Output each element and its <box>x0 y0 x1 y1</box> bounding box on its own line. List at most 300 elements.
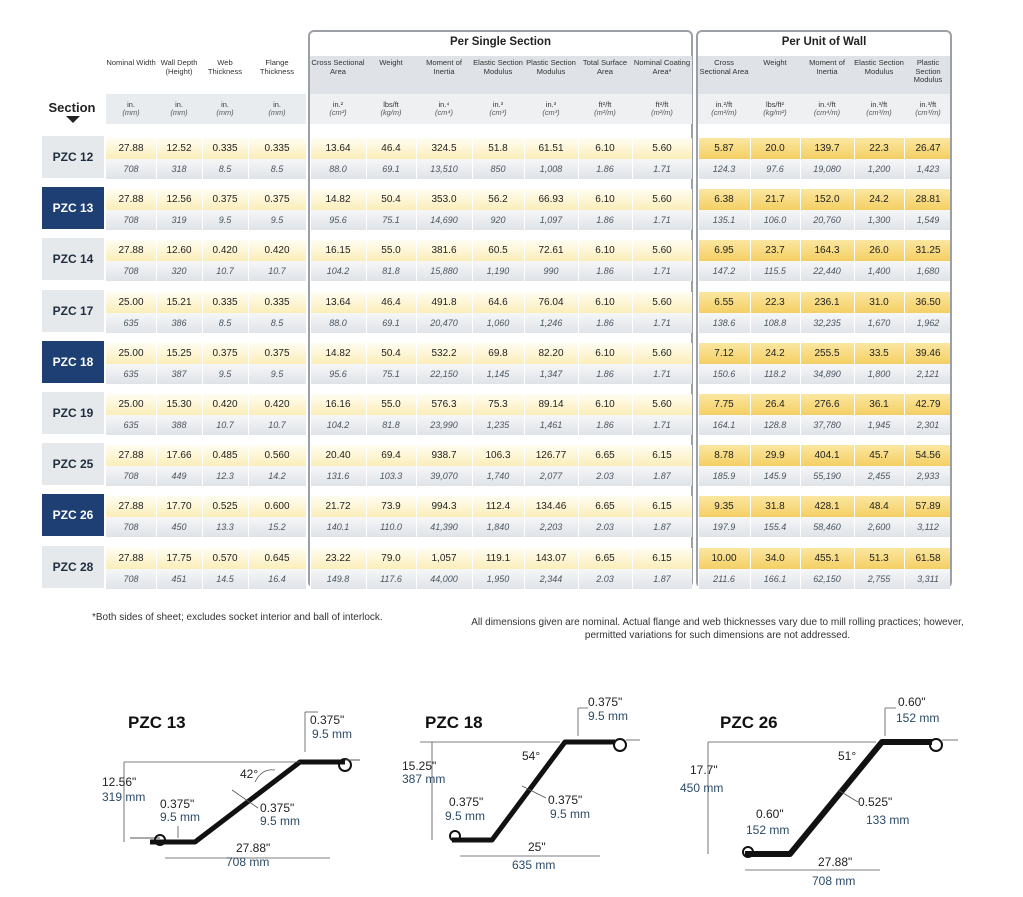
cell-metric: 97.6 <box>766 164 784 174</box>
cell-metric: 3,311 <box>917 573 939 584</box>
pzc13-width-mm: 708 mm <box>226 855 270 869</box>
cell-metric: 22,150 <box>430 368 458 379</box>
cell-metric: 10.7 <box>216 266 234 277</box>
column-divider <box>416 292 417 333</box>
pzc13-web-mm: 9.5 mm <box>260 814 301 828</box>
cell-metric: 135.1 <box>712 215 736 226</box>
cell-metric: 150.6 <box>712 368 736 379</box>
cell-imperial: 27.88 <box>118 450 144 462</box>
column-unit <box>310 94 366 124</box>
section-label: PZC 18 <box>42 341 104 383</box>
cell-imperial: 6.15 <box>652 552 672 564</box>
cell-imperial: 5.60 <box>652 143 672 154</box>
column-divider <box>800 445 801 486</box>
cell-imperial: 28.81 <box>915 194 941 206</box>
cell-imperial: 0.420 <box>212 399 238 410</box>
cell-metric: 1.71 <box>653 368 671 379</box>
column-divider <box>904 292 905 333</box>
cell-metric: 1,461 <box>539 420 563 430</box>
pzc18-width-in: 25" <box>528 840 546 854</box>
column-header: Cross Sectional Area <box>699 58 749 76</box>
column-unit <box>578 94 632 124</box>
cell-imperial: 34.0 <box>765 552 785 564</box>
cell-imperial: 0.375 <box>264 194 290 206</box>
cell-imperial: 1,057 <box>431 552 457 564</box>
cell-metric: 108.8 <box>763 317 787 328</box>
cell-imperial: 576.3 <box>431 399 457 410</box>
column-divider <box>632 445 633 486</box>
unit-metric: (kg/m) <box>380 108 402 117</box>
cell-metric: 2.03 <box>596 573 614 584</box>
cell-imperial: 45.7 <box>869 450 889 462</box>
cell-imperial: 0.335 <box>212 296 238 308</box>
column-unit <box>800 94 854 124</box>
column-divider <box>854 343 855 384</box>
cell-imperial: 6.10 <box>595 296 615 308</box>
column-divider <box>524 240 525 281</box>
cell-imperial: 23.7 <box>765 245 785 257</box>
column-header: Plastic Section Modulus <box>526 58 576 76</box>
cell-metric: 88.0 <box>329 317 347 328</box>
column-divider <box>632 394 633 435</box>
cell-metric: 1,145 <box>486 368 510 379</box>
cell-imperial: 23.22 <box>325 552 351 564</box>
cell-imperial: 6.10 <box>595 143 615 154</box>
column-divider <box>156 496 157 537</box>
column-divider <box>632 496 633 537</box>
cell-imperial: 0.375 <box>212 194 238 206</box>
cell-imperial: 0.420 <box>264 245 290 257</box>
column-divider <box>248 496 249 537</box>
cell-imperial: 50.4 <box>381 194 401 206</box>
cell-metric: 1.86 <box>596 164 614 174</box>
column-divider <box>578 292 579 333</box>
column-divider <box>156 138 157 179</box>
column-divider <box>750 343 751 384</box>
cell-imperial: 69.4 <box>381 450 401 462</box>
column-divider <box>750 496 751 537</box>
section-label: PZC 13 <box>42 187 104 229</box>
column-divider <box>904 343 905 384</box>
cell-imperial: 36.1 <box>869 399 889 410</box>
cell-imperial: 73.9 <box>381 501 401 513</box>
column-divider <box>904 138 905 179</box>
cell-imperial: 7.75 <box>714 399 734 410</box>
cell-metric: 106.0 <box>763 215 787 226</box>
cell-metric: 149.8 <box>326 573 350 584</box>
cell-metric: 9.5 <box>270 368 284 379</box>
cell-metric: 708 <box>123 266 139 277</box>
column-divider <box>416 138 417 179</box>
cell-metric: 449 <box>171 471 187 482</box>
cell-imperial: 89.14 <box>538 399 564 410</box>
column-divider <box>904 548 905 589</box>
column-header: Nominal Width <box>106 58 156 67</box>
unit-metric: (cm³/m) <box>866 108 892 117</box>
column-divider <box>854 292 855 333</box>
column-divider <box>632 292 633 333</box>
cell-imperial: 27.88 <box>118 143 144 154</box>
unit-metric: (cm⁴) <box>435 108 453 117</box>
column-divider <box>578 496 579 537</box>
cell-metric: 1,945 <box>867 420 891 430</box>
column-header: Flange Thickness <box>259 58 295 76</box>
column-divider <box>248 445 249 486</box>
column-divider <box>524 496 525 537</box>
cell-metric: 22,440 <box>813 266 841 277</box>
cell-imperial: 82.20 <box>538 347 564 359</box>
column-divider <box>248 394 249 435</box>
cell-imperial: 6.10 <box>595 347 615 359</box>
cell-metric: 62,150 <box>813 573 841 584</box>
cell-metric: 1,246 <box>539 317 563 328</box>
column-divider <box>578 138 579 179</box>
pzc18-diagram <box>402 695 640 872</box>
column-divider <box>310 189 311 230</box>
cell-metric: 920 <box>490 215 506 226</box>
pzc13-interlock-socket-icon <box>339 759 351 771</box>
cell-metric: 635 <box>123 368 139 379</box>
cell-metric: 386 <box>171 317 187 328</box>
cell-imperial: 51.8 <box>488 143 508 154</box>
cell-metric: 1,200 <box>867 164 891 174</box>
column-divider <box>366 394 367 435</box>
unit-imperial: in.²/ft <box>715 99 733 109</box>
section-label: PZC 26 <box>42 494 104 536</box>
column-divider <box>698 394 699 435</box>
cell-imperial: 54.56 <box>915 450 941 462</box>
cell-imperial: 7.12 <box>714 347 734 359</box>
unit-imperial: in.³ <box>492 99 504 109</box>
cell-imperial: 6.38 <box>714 194 734 206</box>
pzc18-bottom-flange-mm: 9.5 mm <box>445 809 486 823</box>
column-divider <box>800 394 801 435</box>
cell-imperial: 22.3 <box>869 143 889 154</box>
column-divider <box>202 138 203 179</box>
cell-metric: 19,080 <box>813 164 841 174</box>
column-unit <box>854 94 904 124</box>
column-divider <box>472 548 473 589</box>
column-divider <box>698 343 699 384</box>
cell-imperial: 48.4 <box>869 501 889 513</box>
column-divider <box>632 240 633 281</box>
cell-metric: 387 <box>171 368 187 379</box>
cell-imperial: 6.15 <box>652 501 672 513</box>
column-divider <box>800 189 801 230</box>
cell-metric: 14.5 <box>216 573 234 584</box>
column-divider <box>750 445 751 486</box>
cell-metric: 850 <box>490 164 506 174</box>
column-unit <box>106 94 156 124</box>
column-divider <box>366 496 367 537</box>
column-header: Elastic Section Modulus <box>854 58 904 76</box>
cell-metric: 3,112 <box>917 522 939 533</box>
cell-metric: 16.4 <box>268 573 286 584</box>
pzc26-web-mm: 133 mm <box>866 813 910 827</box>
column-divider <box>416 394 417 435</box>
cell-metric: 117.6 <box>380 573 402 584</box>
cell-imperial: 14.82 <box>325 194 351 206</box>
cell-metric: 81.8 <box>382 420 400 430</box>
cell-metric: 131.6 <box>326 471 350 482</box>
cell-imperial: 119.1 <box>485 552 511 564</box>
column-divider <box>698 445 699 486</box>
cell-metric: 2,600 <box>867 522 891 533</box>
cell-metric: 2,121 <box>916 368 940 379</box>
unit-metric: (cm³) <box>542 108 560 117</box>
cell-metric: 81.8 <box>382 266 400 277</box>
cell-imperial: 61.51 <box>538 143 564 154</box>
pzc13-interlock-ball-icon <box>155 835 165 845</box>
unit-imperial: ft²/ft <box>598 99 612 109</box>
unit-metric: (m²/m) <box>594 108 616 117</box>
column-divider <box>750 138 751 179</box>
cell-metric: 15,880 <box>430 266 458 277</box>
cell-imperial: 5.87 <box>714 143 734 154</box>
pzc26-height-mm: 450 mm <box>680 781 724 795</box>
pzc18-width-mm: 635 mm <box>512 858 556 872</box>
column-divider <box>750 240 751 281</box>
cell-imperial: 20.40 <box>325 450 351 462</box>
cell-imperial: 164.3 <box>814 245 840 257</box>
cell-metric: 1,680 <box>916 266 940 277</box>
sort-down-arrow-icon <box>66 116 80 123</box>
cell-metric: 320 <box>171 266 187 277</box>
cell-imperial: 26.0 <box>869 245 889 257</box>
cell-metric: 211.6 <box>713 573 735 584</box>
cell-imperial: 27.88 <box>118 501 144 513</box>
cell-imperial: 26.47 <box>915 143 941 154</box>
section-label: PZC 17 <box>42 290 104 332</box>
section-label: PZC 12 <box>42 136 104 178</box>
pzc18-bottom-flange-in: 0.375" <box>449 795 484 809</box>
column-divider <box>524 343 525 384</box>
cell-imperial: 143.07 <box>535 552 567 564</box>
column-unit <box>472 94 524 124</box>
cell-imperial: 5.60 <box>652 399 672 410</box>
column-divider <box>578 394 579 435</box>
column-divider <box>156 292 157 333</box>
column-divider <box>248 189 249 230</box>
column-divider <box>416 445 417 486</box>
cell-imperial: 12.60 <box>166 245 192 257</box>
column-header: Weight <box>379 58 403 67</box>
cell-imperial: 15.30 <box>166 399 192 410</box>
column-divider <box>310 292 311 333</box>
cell-metric: 138.6 <box>712 317 736 328</box>
cell-metric: 1,300 <box>867 215 891 226</box>
cell-metric: 1,060 <box>486 317 510 328</box>
cell-imperial: 324.5 <box>431 143 457 154</box>
cell-imperial: 60.5 <box>488 245 508 257</box>
cell-imperial: 15.21 <box>166 296 192 308</box>
unit-imperial: in.⁴ <box>438 99 450 109</box>
pzc13-web-in: 0.375" <box>260 801 295 815</box>
cell-metric: 1.71 <box>653 266 671 277</box>
cell-imperial: 31.8 <box>765 501 785 513</box>
cell-imperial: 0.560 <box>264 450 290 462</box>
cell-metric: 2,933 <box>916 471 940 482</box>
cell-metric: 44,000 <box>430 573 458 584</box>
pzc26-bottom-flange-in: 0.60" <box>756 807 784 821</box>
cell-metric: 635 <box>123 317 139 328</box>
column-divider <box>524 138 525 179</box>
column-divider <box>366 343 367 384</box>
column-divider <box>472 445 473 486</box>
column-header: Wall Depth (Height) <box>160 58 198 76</box>
cell-metric: 14,690 <box>430 215 458 226</box>
unit-imperial: in.⁴/ft <box>818 99 836 109</box>
pzc13-flange-in: 0.375" <box>310 713 345 727</box>
cell-metric: 1,740 <box>486 471 510 482</box>
cell-imperial: 16.16 <box>325 399 351 410</box>
cell-imperial: 22.3 <box>765 296 785 308</box>
cell-metric: 2,077 <box>539 471 563 482</box>
cell-metric: 2,755 <box>867 573 891 584</box>
column-unit <box>698 94 750 124</box>
column-divider <box>854 548 855 589</box>
column-unit <box>524 94 578 124</box>
cell-imperial: 56.2 <box>488 194 508 206</box>
cell-imperial: 0.525 <box>212 501 238 513</box>
cell-metric: 115.5 <box>764 266 786 277</box>
cell-imperial: 134.46 <box>535 501 567 513</box>
cell-imperial: 27.88 <box>118 552 144 564</box>
cell-imperial: 24.2 <box>869 194 889 206</box>
unit-imperial: lbs/ft <box>383 99 399 109</box>
cell-imperial: 5.60 <box>652 194 672 206</box>
cell-metric: 124.3 <box>712 164 736 174</box>
cell-imperial: 381.6 <box>431 245 457 257</box>
pzc18-web-mm: 9.5 mm <box>550 807 591 821</box>
cell-metric: 166.1 <box>763 573 787 584</box>
cell-metric: 1,097 <box>539 215 563 226</box>
column-divider <box>904 240 905 281</box>
column-divider <box>750 548 751 589</box>
cell-metric: 318 <box>171 164 187 174</box>
unit-imperial: in. <box>175 99 183 109</box>
cell-metric: 1,190 <box>486 266 510 277</box>
column-divider <box>366 138 367 179</box>
pzc26-diagram <box>680 695 958 888</box>
cell-metric: 9.5 <box>218 215 232 226</box>
column-divider <box>248 240 249 281</box>
unit-imperial: ft²/ft <box>655 99 669 109</box>
cell-metric: 388 <box>171 420 187 430</box>
cell-metric: 55,190 <box>813 471 841 482</box>
cell-imperial: 25.00 <box>118 296 144 308</box>
cell-metric: 2,301 <box>916 420 940 430</box>
pzc18-interlock-socket-icon <box>614 739 626 751</box>
cell-metric: 75.1 <box>382 368 400 379</box>
unit-imperial: lbs/ft² <box>765 99 785 109</box>
column-divider <box>202 189 203 230</box>
cell-imperial: 16.15 <box>325 245 351 257</box>
column-header: Moment of Inertia <box>426 58 462 76</box>
cell-metric: 319 <box>171 215 187 226</box>
column-divider <box>310 240 311 281</box>
cell-metric: 1.87 <box>653 573 671 584</box>
cell-imperial: 532.2 <box>431 347 457 359</box>
column-divider <box>800 292 801 333</box>
cell-metric: 155.4 <box>763 522 787 533</box>
cell-imperial: 6.55 <box>714 296 734 308</box>
unit-metric: (mm) <box>216 108 234 117</box>
column-divider <box>524 292 525 333</box>
column-divider <box>698 496 699 537</box>
cell-metric: 104.2 <box>326 420 350 430</box>
cell-metric: 185.9 <box>712 471 736 482</box>
cell-imperial: 26.4 <box>765 399 785 410</box>
cell-metric: 708 <box>123 522 139 533</box>
pzc26-bottom-flange-mm: 152 mm <box>746 823 790 837</box>
cell-imperial: 24.2 <box>765 347 785 359</box>
column-divider <box>578 343 579 384</box>
cell-metric: 8.5 <box>270 317 284 328</box>
cell-imperial: 55.0 <box>381 245 401 257</box>
column-divider <box>202 292 203 333</box>
cell-imperial: 0.335 <box>264 296 290 308</box>
cell-imperial: 46.4 <box>381 296 401 308</box>
unit-metric: (mm) <box>122 108 140 117</box>
section-label: PZC 19 <box>42 392 104 434</box>
cell-metric: 708 <box>123 164 139 174</box>
cell-imperial: 491.8 <box>431 296 457 308</box>
cell-metric: 164.1 <box>712 420 736 430</box>
column-divider <box>202 343 203 384</box>
cell-imperial: 0.485 <box>212 450 238 462</box>
cell-imperial: 66.93 <box>538 194 564 206</box>
column-divider <box>632 548 633 589</box>
cell-metric: 2,203 <box>539 522 563 533</box>
cell-imperial: 6.65 <box>595 450 615 462</box>
cell-imperial: 76.04 <box>538 296 564 308</box>
column-unit <box>156 94 202 124</box>
pzc26-angle: 51° <box>838 749 857 763</box>
column-divider <box>366 240 367 281</box>
cell-imperial: 5.60 <box>652 296 672 308</box>
pzc26-width-in: 27.88" <box>818 855 853 869</box>
column-divider <box>698 240 699 281</box>
cell-imperial: 27.88 <box>118 245 144 257</box>
coating-footnote: *Both sides of sheet; excludes socket interior and ball of interlock. <box>92 612 383 623</box>
cell-imperial: 0.600 <box>264 501 290 513</box>
cell-metric: 118.2 <box>764 368 786 379</box>
column-divider <box>472 240 473 281</box>
cell-imperial: 27.88 <box>118 194 144 206</box>
column-divider <box>854 496 855 537</box>
unit-metric: (m²/m) <box>651 108 673 117</box>
cell-metric: 88.0 <box>329 164 347 174</box>
column-divider <box>202 240 203 281</box>
column-divider <box>156 394 157 435</box>
unit-metric: (mm) <box>170 108 188 117</box>
column-divider <box>416 189 417 230</box>
column-header: Moment of Inertia <box>809 58 845 76</box>
cell-imperial: 0.570 <box>212 552 238 564</box>
column-divider <box>156 445 157 486</box>
cell-imperial: 12.52 <box>166 143 192 154</box>
column-divider <box>310 496 311 537</box>
cell-imperial: 236.1 <box>814 296 840 308</box>
unit-metric: (kg/m²) <box>763 108 787 117</box>
cell-metric: 58,460 <box>813 522 841 533</box>
cell-metric: 708 <box>123 573 139 584</box>
column-divider <box>366 189 367 230</box>
pzc13-width-in: 27.88" <box>236 841 271 855</box>
cell-metric: 104.2 <box>326 266 350 277</box>
pzc13-height-mm: 319 mm <box>102 790 146 804</box>
